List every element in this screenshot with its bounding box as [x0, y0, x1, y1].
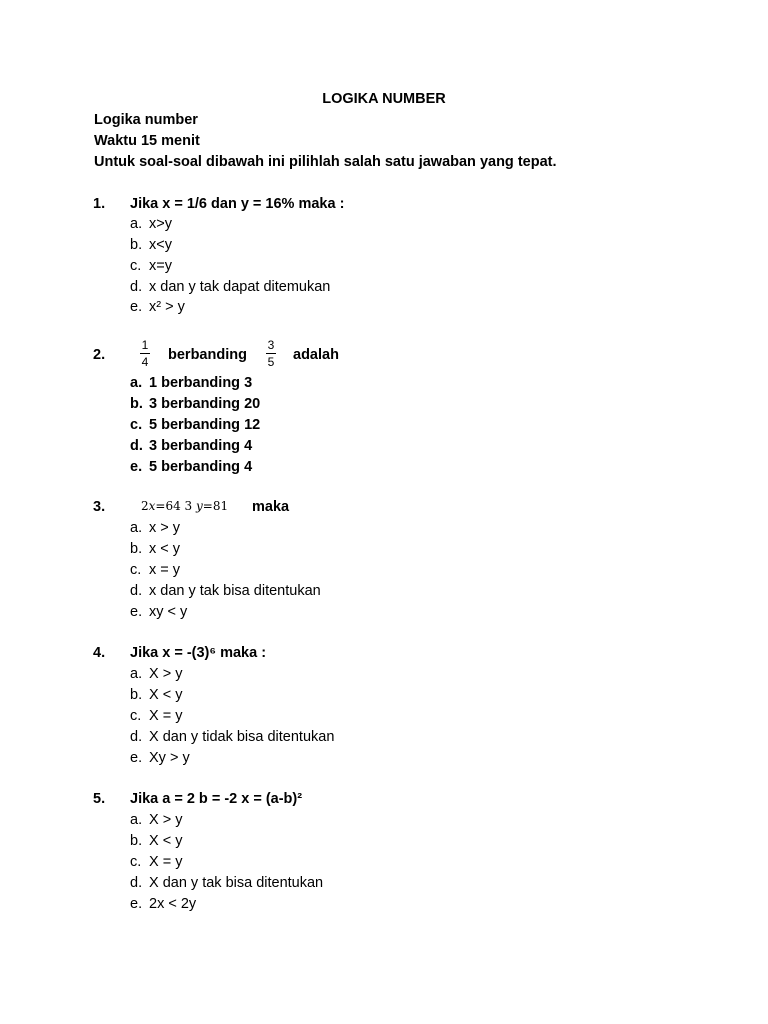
- option-d: d. x dan y tak dapat ditemukan: [130, 279, 331, 295]
- question-number: 3.: [93, 499, 106, 515]
- option-c: c. X = y: [130, 854, 183, 870]
- option-c: c. x = y: [130, 562, 181, 578]
- question-text: Jika x = -(3)⁶ maka :: [130, 645, 267, 661]
- option-d: d. 3 berbanding 4: [130, 438, 253, 454]
- option-c: c. 5 berbanding 12: [130, 417, 261, 433]
- option-c: c. x=y: [130, 258, 172, 274]
- question-text: berbanding: [168, 347, 247, 363]
- instructions: Untuk soal-soal dibawah ini pilihlah salah satu jawaban yang tepat.: [94, 154, 557, 170]
- document-title: LOGIKA NUMBER: [322, 91, 446, 107]
- option-e: e. 2x < 2y: [130, 896, 197, 912]
- option-e: e. xy < y: [130, 604, 188, 620]
- option-c: c. X = y: [130, 708, 183, 724]
- option-b: b. X < y: [130, 687, 183, 703]
- option-b: b. 3 berbanding 20: [130, 396, 261, 412]
- question-suffix: maka: [252, 499, 290, 515]
- option-a: a. X > y: [130, 812, 183, 828]
- question-number: 2.: [93, 347, 106, 363]
- fraction-one-quarter: 1 4: [141, 338, 149, 369]
- fraction-three-fifths: 3 5: [267, 338, 275, 369]
- question-number: 1.: [93, 196, 106, 212]
- option-e: e. Xy > y: [130, 750, 190, 766]
- option-b: b. X < y: [130, 833, 183, 849]
- option-a: a. x>y: [130, 216, 172, 232]
- equation: 2x=64 3 y=81: [141, 499, 229, 513]
- subtitle: Logika number: [94, 112, 198, 128]
- option-d: d. X dan y tidak bisa ditentukan: [130, 729, 335, 745]
- question-suffix: adalah: [293, 347, 339, 363]
- question-number: 4.: [93, 645, 106, 661]
- option-d: d. x dan y tak bisa ditentukan: [130, 583, 321, 599]
- option-e: e. x² > y: [130, 299, 185, 315]
- option-b: b. x < y: [130, 541, 181, 557]
- question-number: 5.: [93, 791, 106, 807]
- option-b: b. x<y: [130, 237, 172, 253]
- option-a: a. x > y: [130, 520, 181, 536]
- option-d: d. X dan y tak bisa ditentukan: [130, 875, 324, 891]
- question-text: Jika x = 1/6 dan y = 16% maka :: [130, 196, 345, 212]
- option-a: a. 1 berbanding 3: [130, 375, 253, 391]
- question-text: Jika a = 2 b = -2 x = (a-b)²: [130, 791, 303, 807]
- time-limit: Waktu 15 menit: [94, 133, 200, 149]
- option-a: a. X > y: [130, 666, 183, 682]
- option-e: e. 5 berbanding 4: [130, 459, 253, 475]
